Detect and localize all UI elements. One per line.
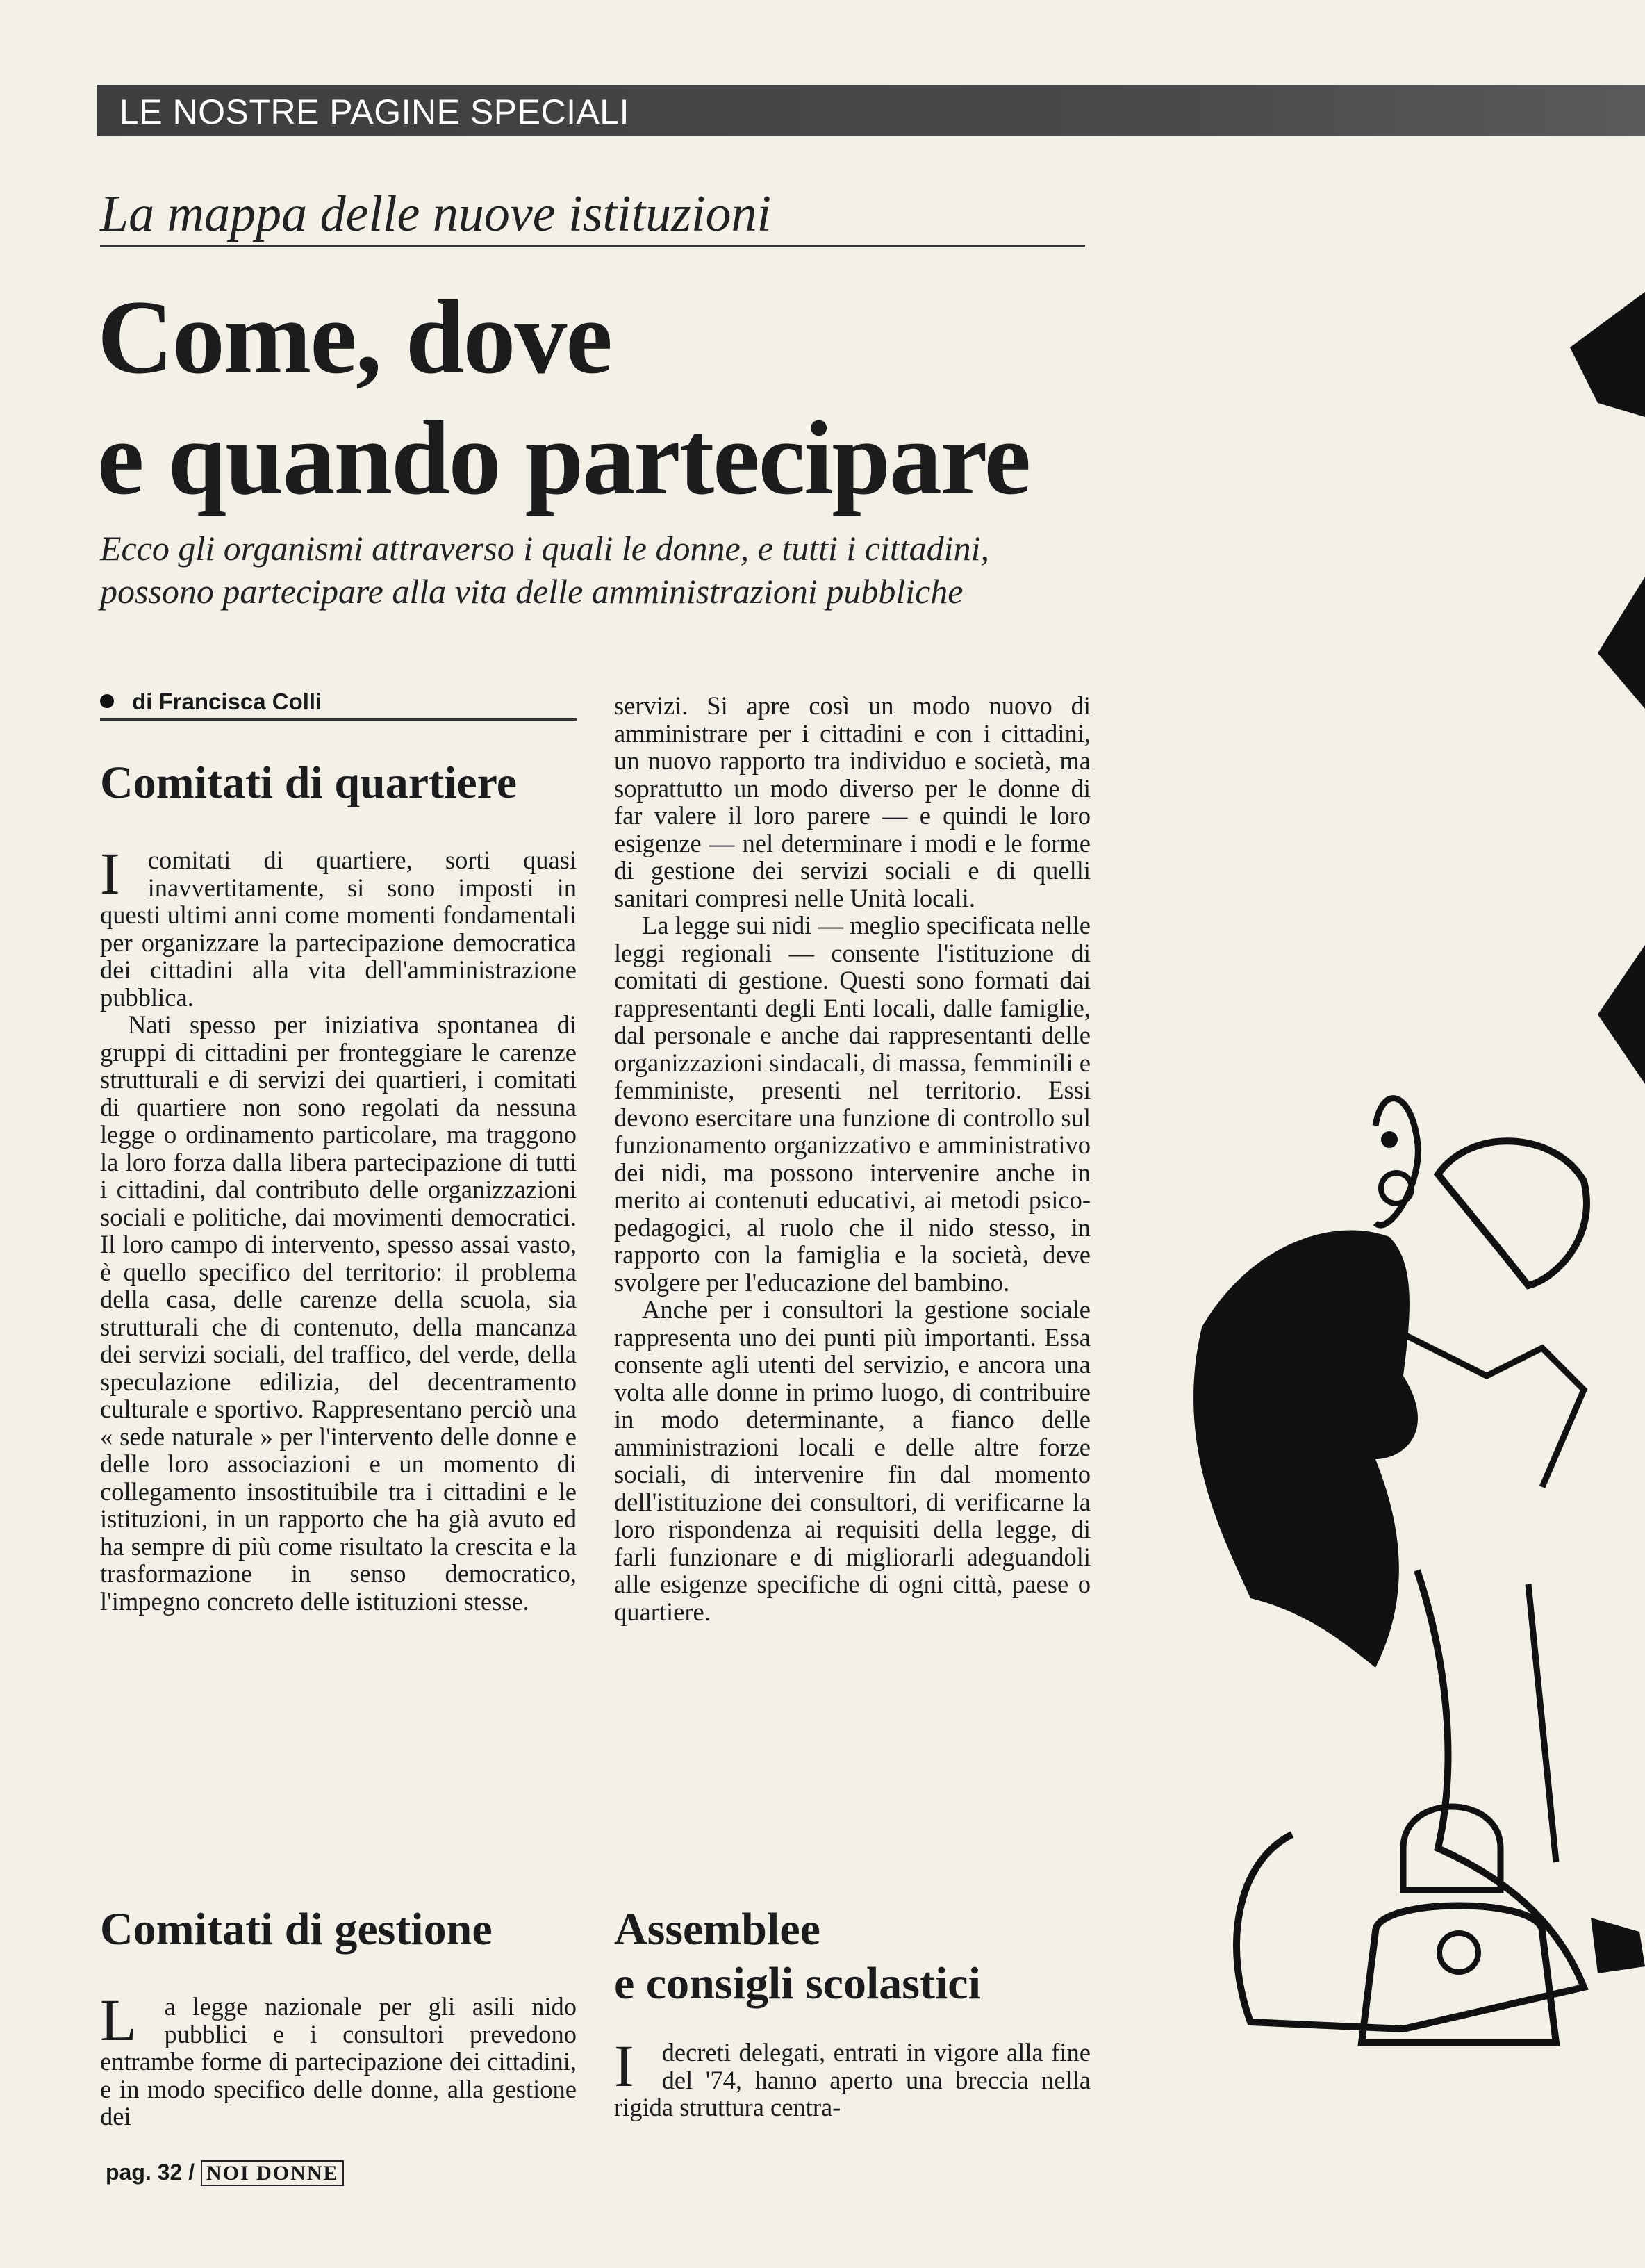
byline-rule xyxy=(100,718,577,721)
magazine-logo: NOI DONNE xyxy=(201,2160,345,2186)
headline-line-1: Come, dove xyxy=(97,279,611,395)
dropcap: I xyxy=(100,840,120,907)
paragraph: La legge sui nidi — meglio specificata nelle leggi regionali — consente l'istituzione di comitati di gestione. Questi sono formati dai rappresentanti degli Enti locali, dalle famiglie, dal personale e anche dai rappresentanti delle organizzazioni sindacali, di massa, femminili e femministe, presenti nel territorio. Essi devono esercitare una funzione di controllo sul funzionamento organizzativo e amministrativo dei nidi, ma possono intervenire anche in merito ai contenuti educativi, ai metodi psico-pedagogici, al ruolo che il nido stesso, in rapporto con la famiglia e la società, deve svolgere per l'educazione del bambino. xyxy=(614,911,1091,1297)
byline xyxy=(100,687,322,717)
section-title-assemblee xyxy=(614,1903,981,2011)
head-outline xyxy=(1438,1141,1587,1285)
bullet-icon xyxy=(100,694,114,708)
paragraph xyxy=(614,2032,1091,2121)
shoe-shape xyxy=(1591,1918,1645,1973)
woman-illustration xyxy=(1111,264,1645,2071)
banner-flag-shape xyxy=(1570,292,1645,417)
arm-outline xyxy=(1528,1584,1556,1862)
section-body-gestione xyxy=(100,1987,577,2130)
eye-shape xyxy=(1381,1131,1398,1148)
section-title-quartiere: Comitati di quartiere xyxy=(100,757,518,808)
paragraph xyxy=(100,840,577,1012)
dropcap: L xyxy=(100,1987,137,2053)
headline xyxy=(97,277,1030,518)
kicker: La mappa delle nuove istituzioni xyxy=(100,186,772,243)
column-2-body xyxy=(614,692,1091,1625)
paragraph-text: decreti delegati, entrati in vigore alla fine del '74, hanno aperto una breccia nella rigida struttura centra- xyxy=(614,2038,1091,2121)
banner-flag-shape xyxy=(1598,945,1645,1084)
paragraph xyxy=(100,1987,577,2130)
headline-line-2: e quando partecipare xyxy=(97,400,1030,516)
hair-shape xyxy=(1193,1230,1418,1668)
paragraph-text: a legge nazionale per gli asili nido pubblici e i consultori prevedono entrambe forme di partecipazione dei cittadini, e in modo specifico delle donne, alla gestione dei xyxy=(100,1992,577,2130)
section-title-line: e consigli scolastici xyxy=(614,1958,981,2009)
dropcap: I xyxy=(614,2032,634,2099)
bag-clasp-shape xyxy=(1439,1933,1478,1972)
section-body-quartiere xyxy=(100,840,577,1616)
banner-flag-shape xyxy=(1598,577,1645,709)
paragraph: Anche per i consultori la gestione sociale rappresenta uno dei punti più importanti. Essa consente agli utenti del servizio, e ancora una volta alle donne in primo luogo, di contribuire in modo determinante, a fianco delle amministrazioni locali e delle altre forze sociali, di intervenire fin dal momento dell'istituzione dei consultori, di verificarne la loro rispondenza ai requisiti della legge, di farli funzionare e di migliorarli adeguandoli alle esigenze specifiche di ogni città, paese o quartiere. xyxy=(614,1295,1091,1626)
section-banner-label: LE NOSTRE PAGINE SPECIALI xyxy=(119,92,630,131)
collar-outline xyxy=(1403,1334,1584,1487)
page-footer xyxy=(106,2160,344,2185)
section-title-gestione: Comitati di gestione xyxy=(100,1904,493,1955)
paragraph-text: comitati di quartiere, sorti quasi inavvertitamente, si sono imposti in questi ultimi anni come momenti fondamentali per organizzare la partecipazione democratica dei cittadini alla vita dell'amministrazione pubblica. xyxy=(100,846,577,1012)
paragraph: Nati spesso per iniziativa spontanea di gruppi di cittadini per fronteggiare le carenze strutturali e di servizi dei quartieri, i comitati di quartiere non sono regolati da nessuna legge o ordinamento particolare, ma traggono la loro forza dalla libera partecipazione di tutti i cittadini, dal contributo delle organizzazioni sociali e politiche, dai movimenti democratici. Il loro campo di intervento, spesso assai vasto, è quello specifico del territorio: il problema della casa, delle carenze della scuola, sia strutturali che di contenuto, della mancanza dei servizi sociali, del traffico, del verde, della speculazione edilizia, del decentramento culturale e sportivo. Rappresentano perciò una « sede naturale » per l'intervento delle donne e delle loro associazioni e un momento di collegamento insostituibile tra i cittadini e le istituzioni, in un rapporto che ha già avuto ed ha sempre di più come risultato la crescita e la trasformazione in senso democratico, l'impegno concreto delle istituzioni stesse. xyxy=(100,1010,577,1616)
standfirst: Ecco gli organismi attraverso i quali le donne, e tutti i cittadini, possono partecipare alla vita delle amministrazioni pubbliche xyxy=(100,529,989,611)
section-title-line: Assemblee xyxy=(614,1904,820,1955)
kicker-rule xyxy=(100,245,1085,247)
section-body-assemblee xyxy=(614,2032,1091,2121)
byline-text: di Francisca Colli xyxy=(132,689,322,714)
paragraph: servizi. Si apre così un modo nuovo di amministrare per i cittadini e con i cittadini, un nuovo rapporto tra individuo e società, ma soprattutto un modo diverso per le donne di far valere il loro parere — e quindi le loro esigenze — nel determinare i modi e le forme di gestione dei servizi sociali e di quelli sanitari compresi nelle Unità locali. xyxy=(614,691,1091,912)
page-number: pag. 32 / xyxy=(106,2160,195,2185)
